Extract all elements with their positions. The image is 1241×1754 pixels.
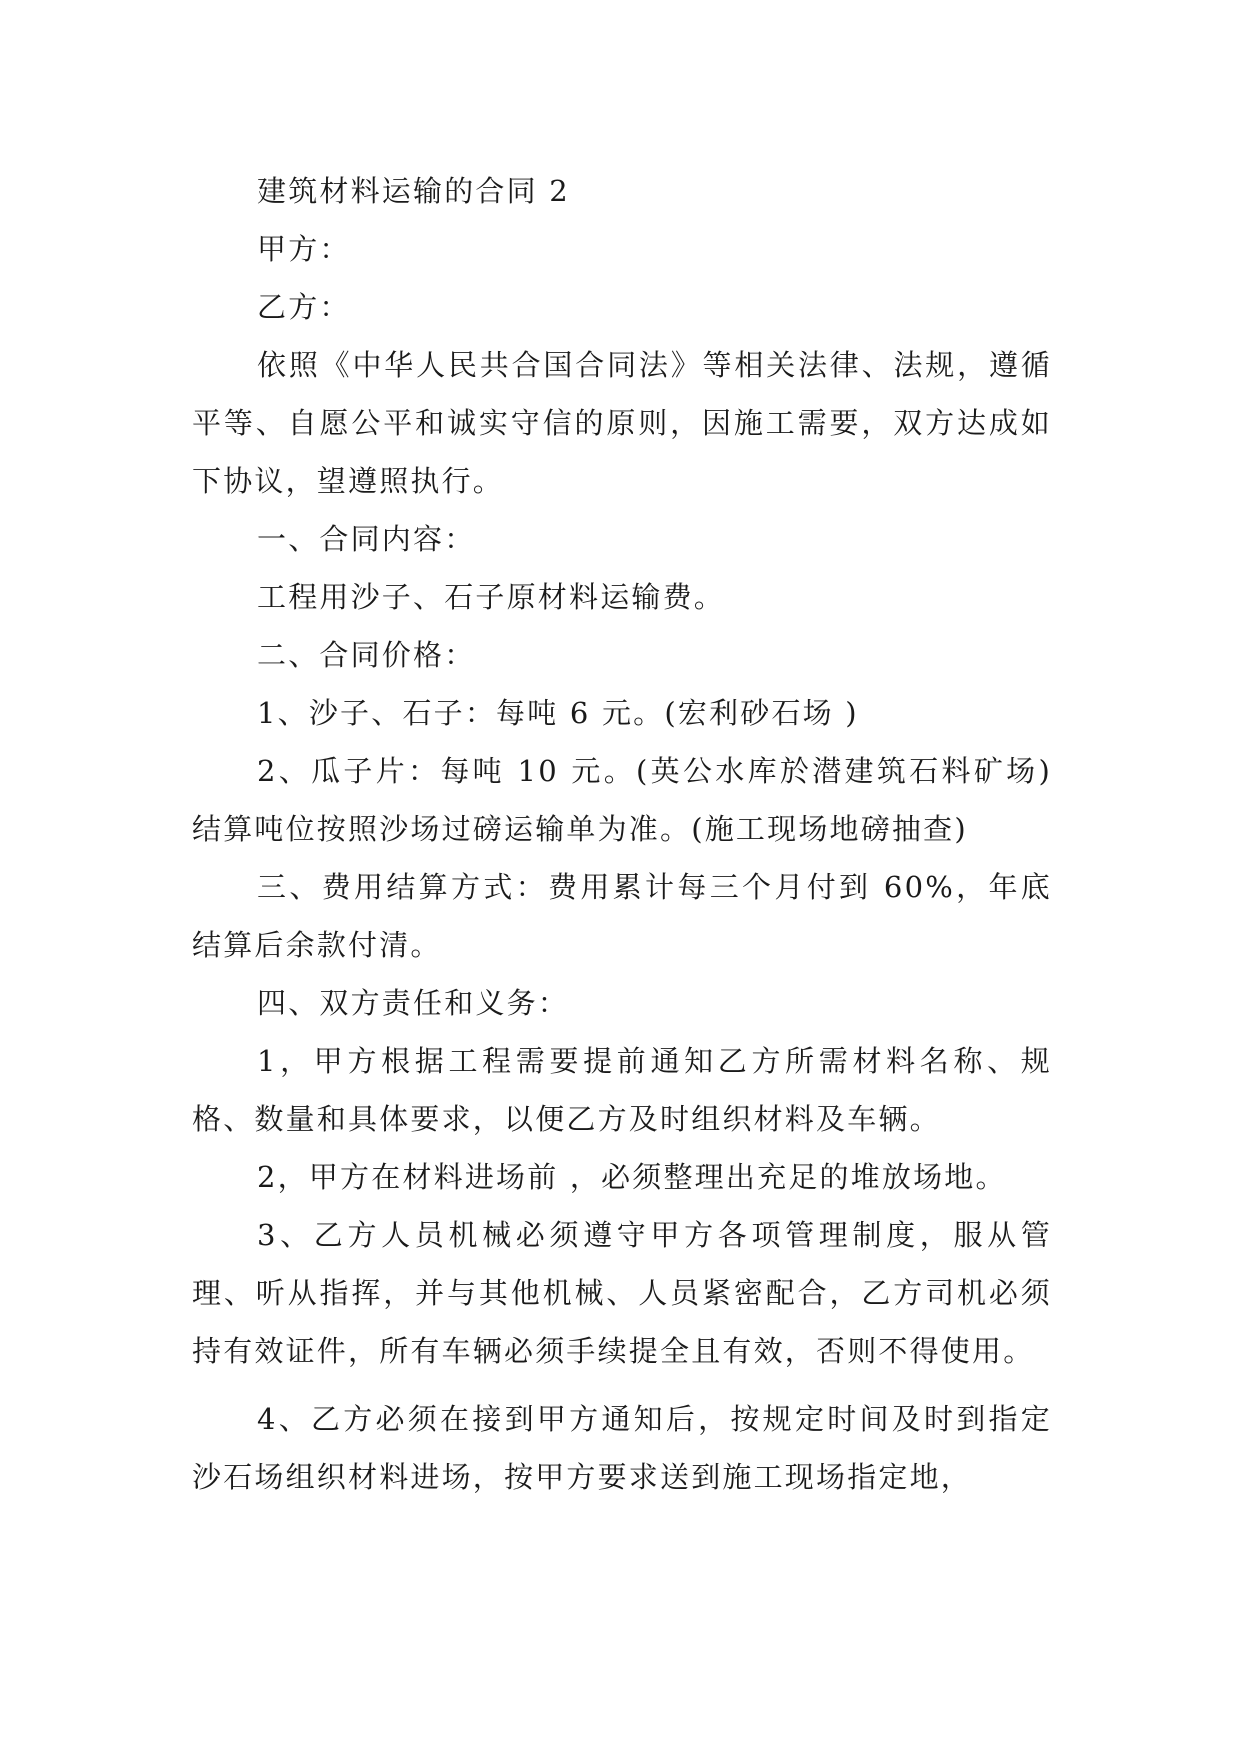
document-page xyxy=(192,162,1052,1506)
duty-item-1: 1，甲方根据工程需要提前通知乙方所需材料名称、规格、数量和具体要求，以便乙方及时组织材料及车辆。 xyxy=(192,1044,1052,1136)
document-title: 建筑材料运输的合同 2 xyxy=(257,174,570,208)
duty-item-2: 2，甲方在材料进场前 ，必须整理出充足的堆放场地。 xyxy=(257,1160,1007,1194)
price-item-2: 2、瓜子片：每吨 10 元。(英公水库於潜建筑石料矿场)结算吨位按照沙场过磅运输单为准。(施工现场地磅抽查) xyxy=(192,754,1052,846)
duty-item-3: 3、乙方人员机械必须遵守甲方各项管理制度，服从管理、听从指挥，并与其他机械、人员紧密配合，乙方司机必须持有效证件，所有车辆必须手续提全且有效，否则不得使用。 xyxy=(192,1218,1052,1368)
section-4-heading: 四、双方责任和义务： xyxy=(257,986,570,1020)
section-1-content: 工程用沙子、石子原材料运输费。 xyxy=(257,580,726,614)
preamble-paragraph: 依照《中华人民共合国合同法》等相关法律、法规，遵循平等、自愿公平和诚实守信的原则，因施工需要，双方达成如下协议，望遵照执行。 xyxy=(192,348,1052,498)
duty-item-4: 4、乙方必须在接到甲方通知后，按规定时间及时到指定沙石场组织材料进场，按甲方要求送到施工现场指定地， xyxy=(192,1402,1052,1494)
price-item-1: 1、沙子、石子：每吨 6 元。(宏利砂石场 ) xyxy=(257,696,859,730)
party-b-line: 乙方： xyxy=(257,290,351,324)
party-a-line: 甲方： xyxy=(257,232,351,266)
section-2-heading: 二、合同价格： xyxy=(257,638,476,672)
section-1-heading: 一、合同内容： xyxy=(257,522,476,556)
section-3-settlement: 三、费用结算方式：费用累计每三个月付到 60%，年底结算后余款付清。 xyxy=(192,870,1052,962)
